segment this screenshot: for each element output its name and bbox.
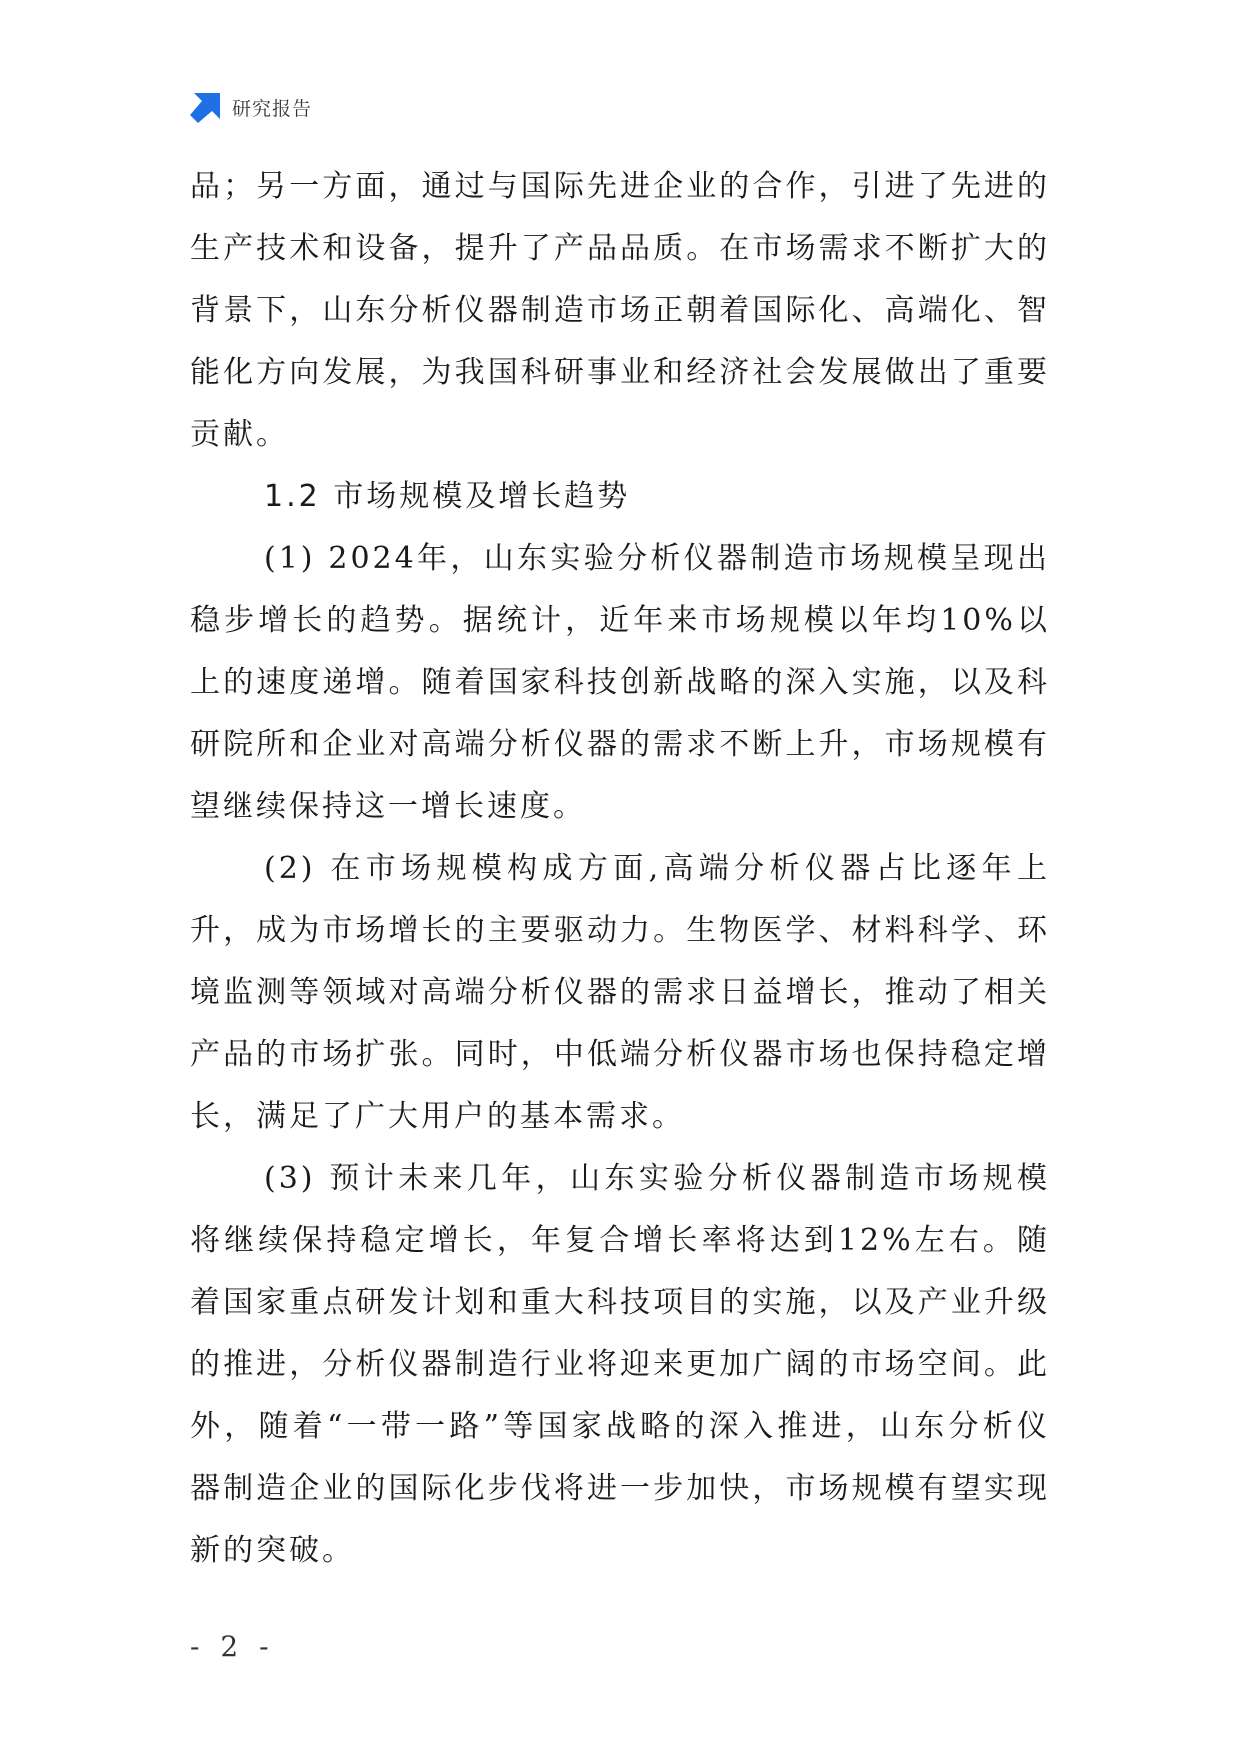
report-header [190,90,312,124]
section-heading: 1.2 市场规模及增长趋势 [264,479,631,514]
header-title: 研究报告 [232,97,313,120]
page-number: - 2 - [190,1630,275,1663]
paragraph-3: (3) 预计未来几年，山东实验分析仪器制造市场规模将继续保持稳定增长，年复合增长率将达到12%左右。随着国家重点研发计划和重大科技项目的实施，以及产业升级的推进，分析仪器制造行业将迎来更加广阔的市场空间。此外，随着“一带一路”等国家战略的深入推进，山东分析仪器制造企业的国际化步伐将进一步加快，市场规模有望实现新的突破。 [190,1161,1050,1568]
paragraph-intro: 品；另一方面，通过与国际先进企业的合作，引进了先进的生产技术和设备，提升了产品品质。在市场需求不断扩大的背景下，山东分析仪器制造市场正朝着国际化、高端化、智能化方向发展，为我国科研事业和经济社会发展做出了重要贡献。 [190,169,1050,452]
arrow-up-right-icon [190,91,222,123]
document-body [190,156,1050,1582]
paragraph-2: (2) 在市场规模构成方面,高端分析仪器占比逐年上升，成为市场增长的主要驱动力。生物医学、材料科学、环境监测等领域对高端分析仪器的需求日益增长，推动了相关产品的市场扩张。同时，中低端分析仪器市场也保持稳定增长，满足了广大用户的基本需求。 [190,851,1050,1134]
paragraph-1: (1) 2024年，山东实验分析仪器制造市场规模呈现出稳步增长的趋势。据统计，近年来市场规模以年均10%以上的速度递增。随着国家科技创新战略的深入实施，以及科研院所和企业对高端分析仪器的需求不断上升，市场规模有望继续保持这一增长速度。 [190,541,1050,824]
